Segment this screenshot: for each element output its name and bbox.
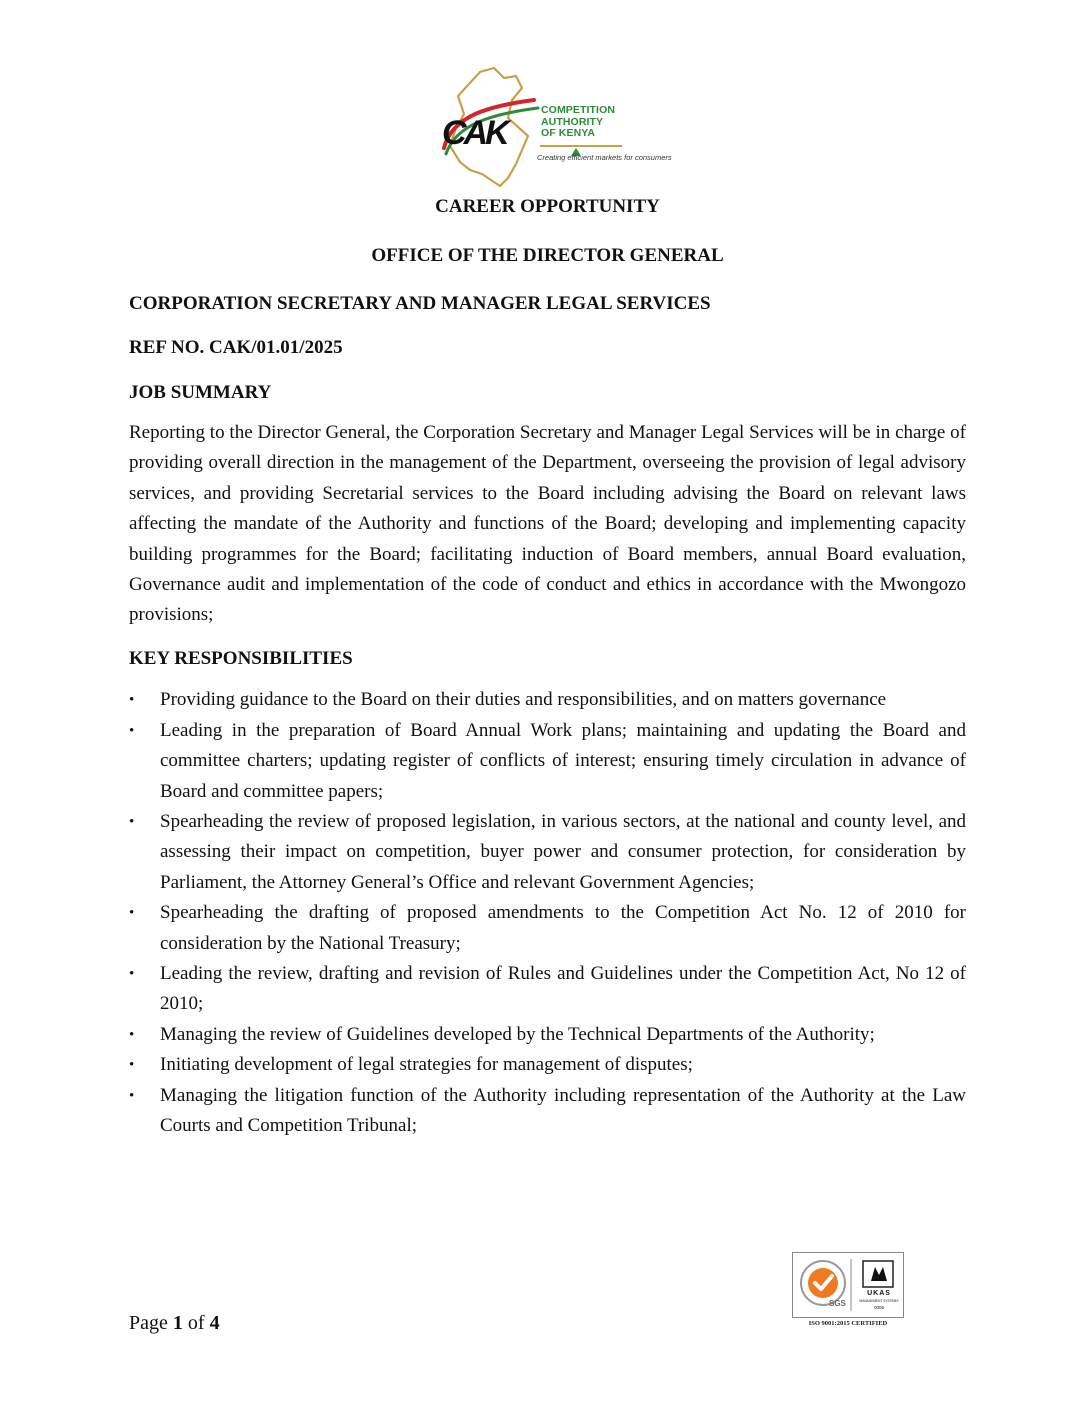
ukas-subtitle: MANAGEMENT SYSTEMS xyxy=(859,1299,899,1303)
office-heading: OFFICE OF THE DIRECTOR GENERAL xyxy=(371,245,724,267)
iso-certification-badge xyxy=(792,1252,904,1332)
list-item xyxy=(129,898,966,959)
list-item xyxy=(129,959,966,1020)
page-of: of xyxy=(187,1312,205,1334)
list-item-text: Leading in the preparation of Board Annual Work plans; maintaining and updating the Board and committee charters; updating register of conflicts of interest; ensuring timely circulation in advance of Board and committee papers; xyxy=(160,719,966,802)
list-item-text: Managing the review of Guidelines developed by the Technical Departments of the Authority; xyxy=(160,1023,875,1045)
bullet-icon: • xyxy=(129,1057,135,1074)
logo-line-3: OF KENYA xyxy=(541,127,596,139)
page-word: Page xyxy=(129,1312,168,1334)
bullet-icon: • xyxy=(129,1026,135,1043)
page-total: 4 xyxy=(209,1312,220,1334)
sgs-label: SGS xyxy=(829,1299,846,1308)
certification-logos xyxy=(792,1252,904,1318)
list-item-text: Providing guidance to the Board on their duties and responsibilities, and on matters governance xyxy=(160,689,887,711)
list-item xyxy=(129,685,966,715)
logo-line-2: AUTHORITY xyxy=(541,115,604,128)
bullet-icon: • xyxy=(129,905,135,922)
list-item-text: Spearheading the drafting of proposed amendments to the Competition Act No. 12 of 2010 for consideration by the National Treasury; xyxy=(160,902,966,954)
logo-organization-name xyxy=(541,105,615,140)
organization-logo xyxy=(438,66,672,190)
logo-line-1: COMPETITION xyxy=(541,104,616,116)
career-opportunity-heading: CAREER OPPORTUNITY xyxy=(435,196,660,217)
ukas-number: 0005 xyxy=(873,1305,884,1310)
responsibilities-list xyxy=(129,685,966,1141)
logo-tagline: Creating efficient markets for consumers xyxy=(537,153,672,162)
reference-number: REF NO. CAK/01.01/2025 xyxy=(129,337,343,359)
list-item xyxy=(129,1081,966,1142)
ukas-label: UKAS xyxy=(867,1290,891,1297)
job-summary-heading: JOB SUMMARY xyxy=(129,381,272,403)
key-responsibilities-heading: KEY RESPONSIBILITIES xyxy=(129,647,353,669)
bullet-icon: • xyxy=(129,722,135,739)
list-item xyxy=(129,807,966,898)
list-item xyxy=(129,1050,966,1080)
list-item xyxy=(129,716,966,807)
list-item xyxy=(129,1020,966,1050)
list-item-text: Initiating development of legal strategies for management of disputes; xyxy=(160,1054,693,1076)
job-summary-text: Reporting to the Director General, the Corporation Secretary and Manager Legal Services will be in charge of providing overall direction in the management of the Department, overseeing the provision of legal advisory services, and providing Secretarial services to the Board including advising the Board on relevant laws affecting the mandate of the Authority and functions of the Board; developing and implementing capacity building programmes for the Board; facilitating induction of Board members, annual Board evaluation, Governance audit and implementation of the code of conduct and ethics in accordance with the Mwongozo provisions; xyxy=(129,422,966,626)
logo-monogram: CAK xyxy=(442,114,507,152)
certification-caption: ISO 9001:2015 CERTIFIED xyxy=(808,1320,888,1327)
page-number xyxy=(129,1312,220,1335)
bullet-icon: • xyxy=(129,1087,135,1104)
page-current: 1 xyxy=(172,1312,183,1334)
document-body xyxy=(129,190,966,1141)
list-item-text: Managing the litigation function of the Authority including representation of the Authority at the Law Courts and Competition Tribunal; xyxy=(160,1084,966,1136)
position-title: CORPORATION SECRETARY AND MANAGER LEGAL SERVICES xyxy=(129,292,711,314)
list-item-text: Leading the review, drafting and revision of Rules and Guidelines under the Competition Act, No 12 of 2010; xyxy=(160,962,966,1015)
bullet-icon: • xyxy=(129,965,135,982)
bullet-icon: • xyxy=(129,692,135,709)
list-item-text: Spearheading the review of proposed legislation, in various sectors, at the national and county level, and assessing their impact on competition, buyer power and consumer protection, for consideration by Parliament, the Attorney General’s Office and relevant Government Agencies; xyxy=(160,810,966,893)
bullet-icon: • xyxy=(129,813,135,830)
